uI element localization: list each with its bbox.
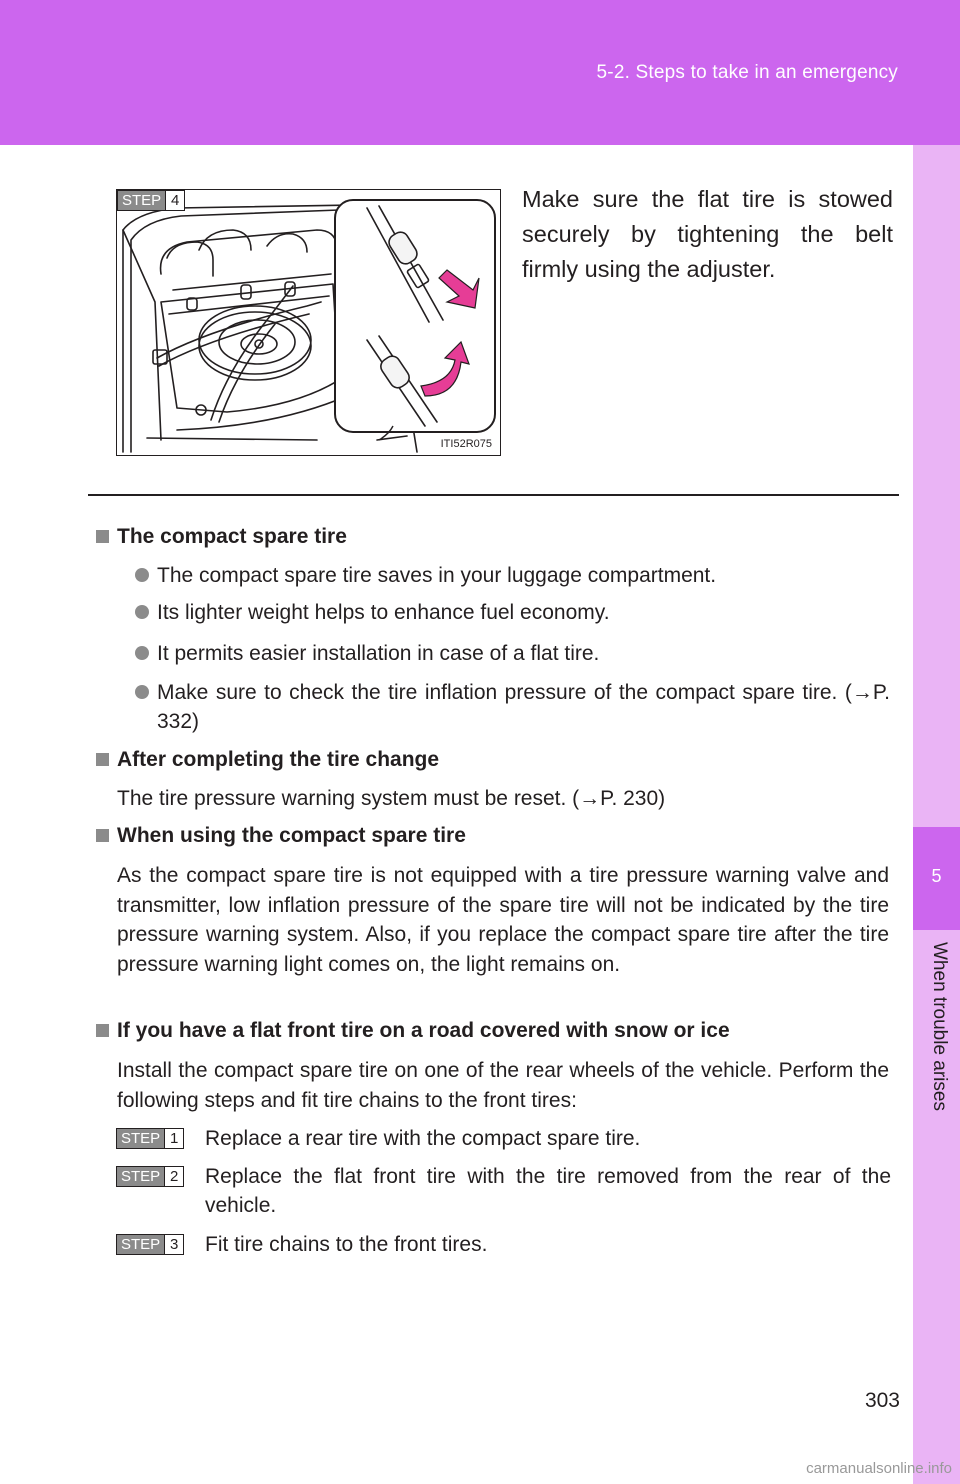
paragraph: Install the compact spare tire on one of the rear wheels of the vehicle. Perform the following steps and fit tire chains to the front tires:	[117, 1059, 889, 1112]
section-heading: If you have a flat front tire on a road covered with snow or ice	[96, 1017, 891, 1045]
circle-bullet-icon	[135, 605, 149, 619]
paragraph: The tire pressure warning system must be reset. (→P. 230)	[117, 787, 666, 810]
section-using-compact	[96, 822, 891, 850]
step-item	[116, 1124, 891, 1153]
figure-code: ITI52R075	[440, 438, 492, 450]
step-text: Replace the flat front tire with the tire removed from the rear of the vehicle.	[205, 1165, 891, 1217]
section-heading: The compact spare tire	[96, 523, 891, 551]
square-bullet-icon	[96, 1024, 109, 1037]
section-title: 5-2. Steps to take in an emergency	[596, 62, 898, 83]
circle-bullet-icon	[135, 568, 149, 582]
step-word: STEP	[118, 191, 165, 210]
section-divider	[88, 494, 899, 496]
step-number: 4	[165, 191, 184, 210]
step-text: Fit tire chains to the front tires.	[205, 1233, 488, 1256]
page-number: 303	[864, 1389, 900, 1412]
step-text: Replace a rear tire with the compact spare tire.	[205, 1127, 641, 1150]
section-heading: When using the compact spare tire	[96, 822, 891, 850]
luggage-compartment-drawing	[117, 190, 500, 455]
square-bullet-icon	[96, 530, 109, 543]
step-badge: STEP 3	[116, 1234, 184, 1255]
step-4-badge	[117, 190, 185, 211]
step-badge: STEP 1	[116, 1128, 184, 1149]
list-item: It permits easier installation in case of a flat tire.	[138, 639, 890, 668]
list-item: Its lighter weight helps to enhance fuel economy.	[138, 598, 890, 627]
chapter-number: 5	[931, 866, 942, 886]
chapter-title: When trouble arises	[929, 942, 950, 1111]
step-item	[116, 1162, 891, 1220]
spare-tire-illustration	[116, 189, 501, 456]
section-snow-ice	[96, 1017, 891, 1045]
section-compact-spare	[96, 523, 891, 551]
square-bullet-icon	[96, 829, 109, 842]
section-after-change	[96, 746, 891, 774]
paragraph: As the compact spare tire is not equipped with a tire pressure warning valve and transmitter, low inflation pressure of the spare tire will not be indicated by the tire pressure warning system. Also, if you replace the compact spare tire after the tire pressure warning light comes on, the light remains on.	[117, 864, 889, 976]
circle-bullet-icon	[135, 646, 149, 660]
square-bullet-icon	[96, 753, 109, 766]
circle-bullet-icon	[135, 685, 149, 699]
step-item	[116, 1230, 891, 1259]
step-4-instruction: Make sure the flat tire is stowed securely by tightening the belt firmly using the adjuster.	[522, 186, 893, 282]
list-item: The compact spare tire saves in your luggage compartment.	[138, 561, 890, 590]
section-heading: After completing the tire change	[96, 746, 891, 774]
watermark-link[interactable]: carmanualsonline.info	[806, 1460, 952, 1477]
list-item: Make sure to check the tire inflation pressure of the compact spare tire. (→P. 332)	[138, 678, 890, 736]
step-badge: STEP 2	[116, 1166, 184, 1187]
page-header	[0, 0, 960, 145]
chapter-side-tab	[913, 145, 960, 1484]
